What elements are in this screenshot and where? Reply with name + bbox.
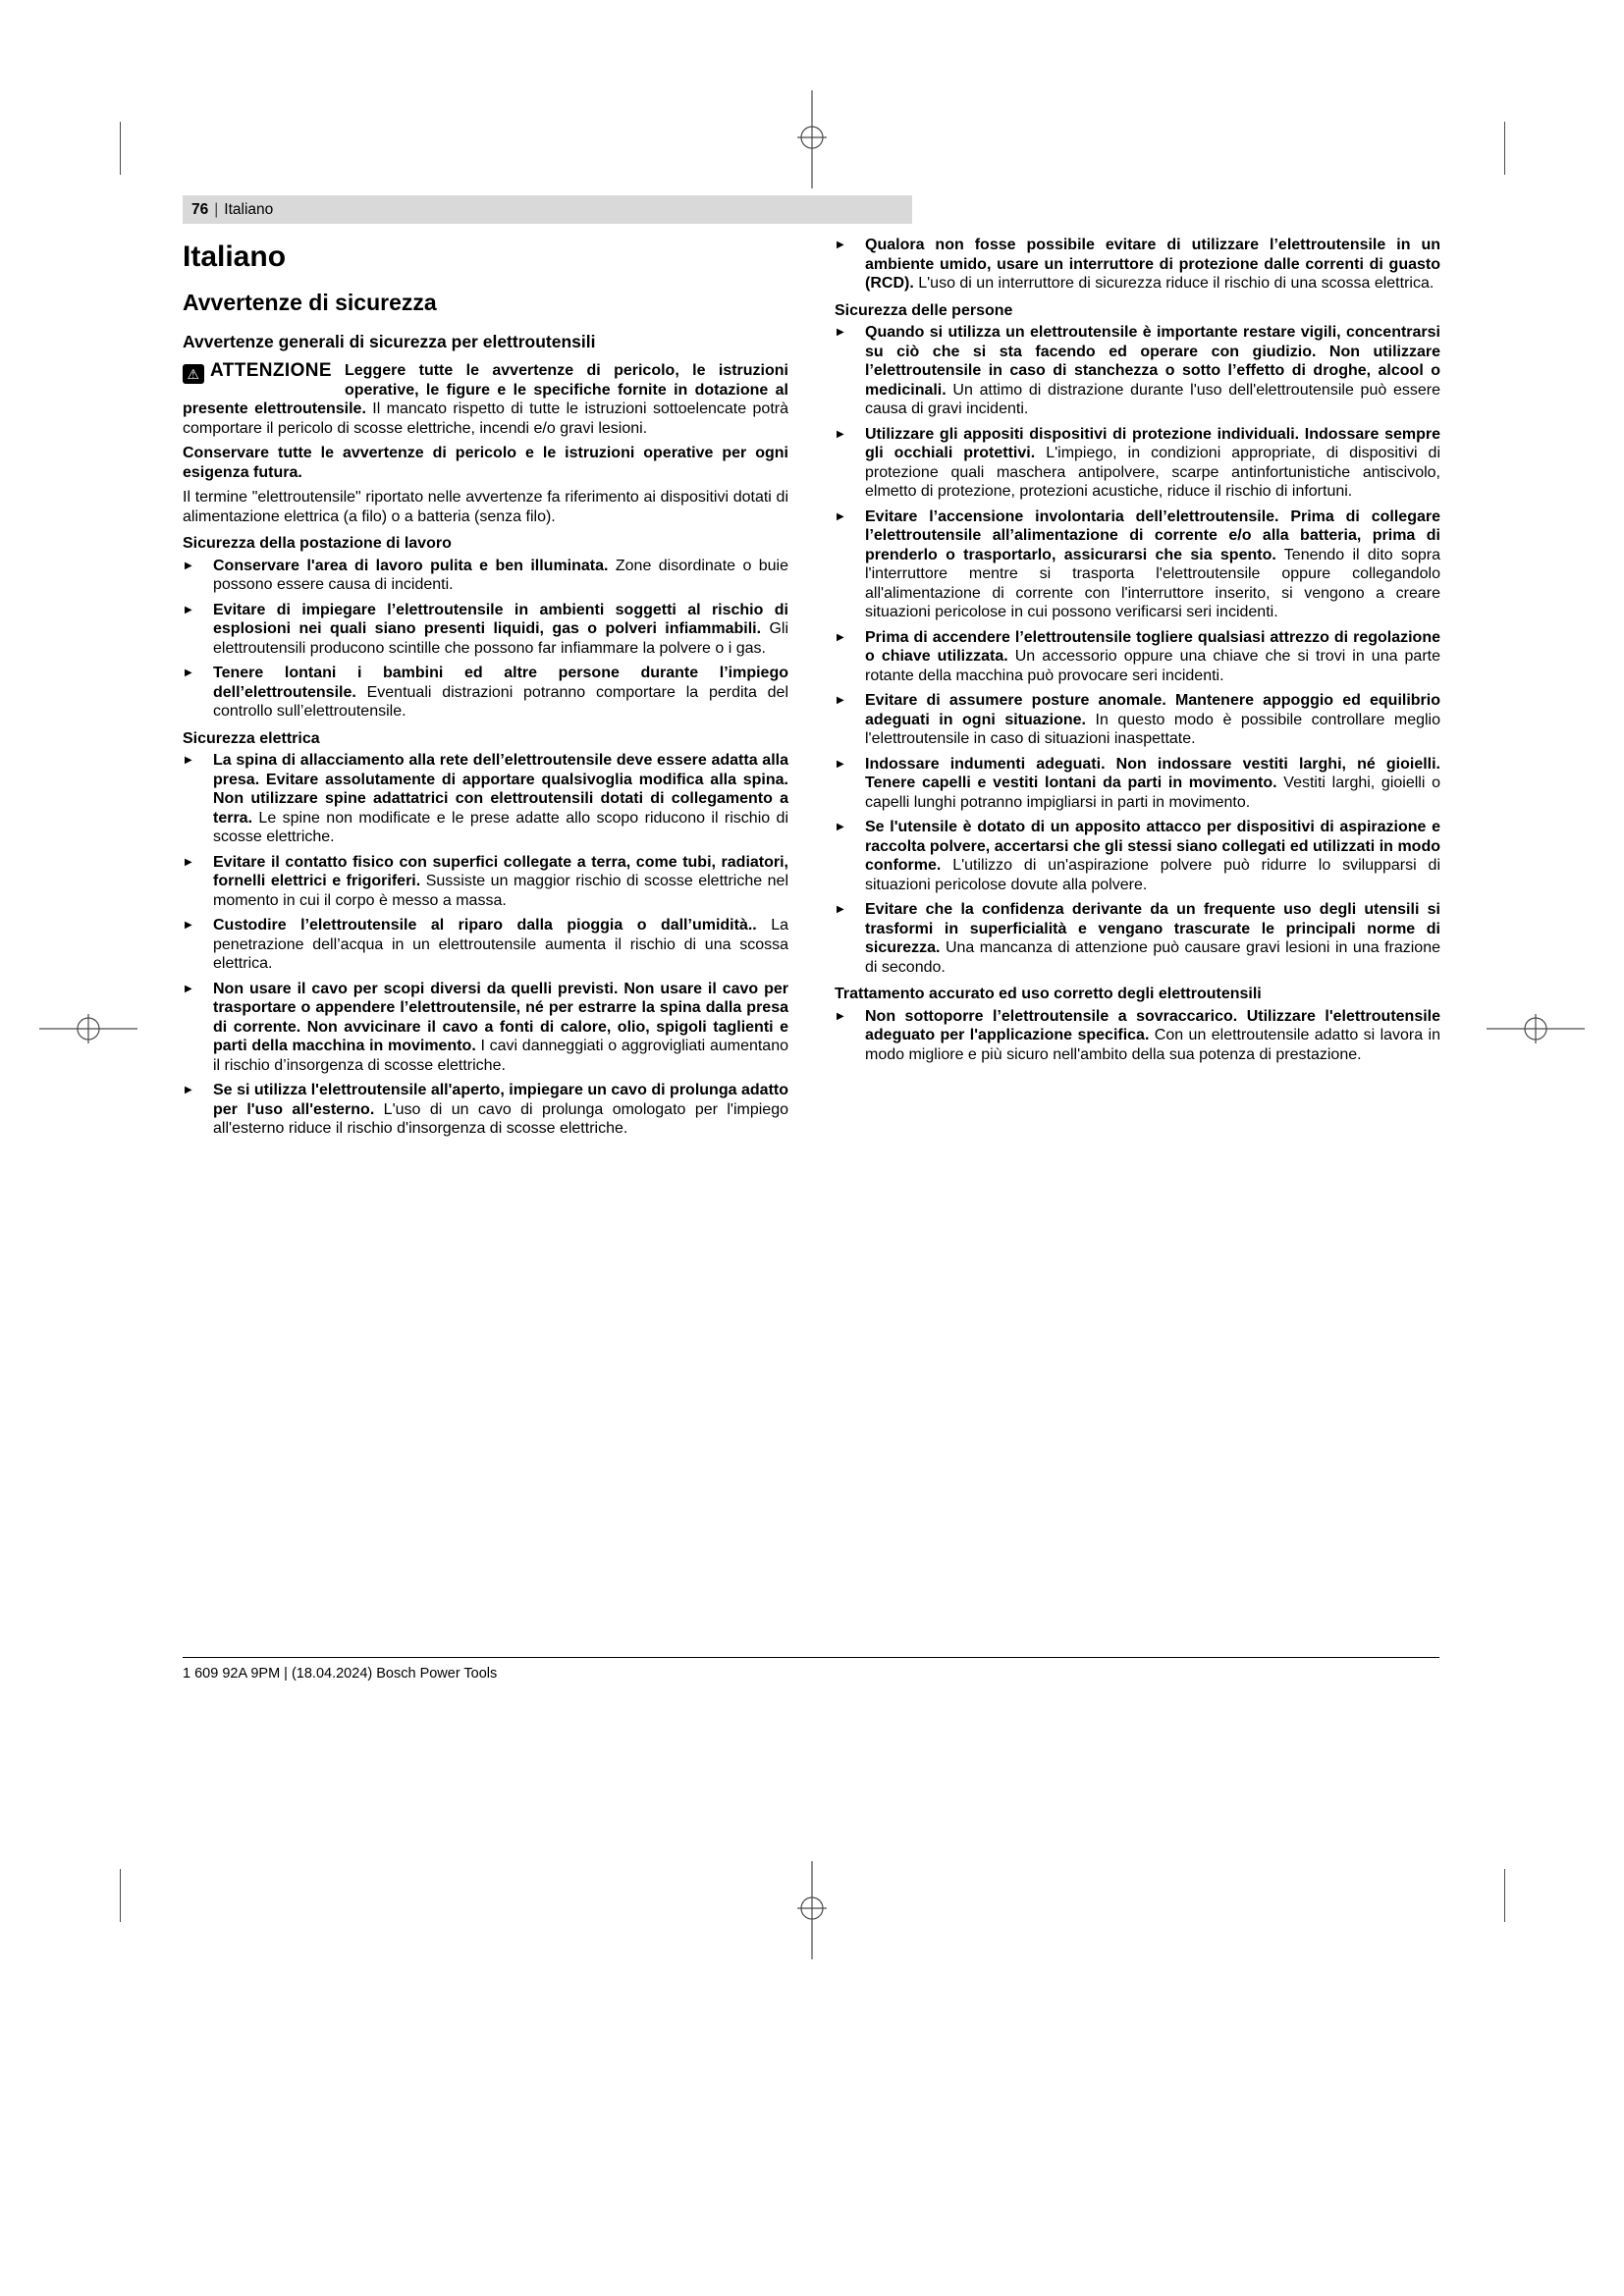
safety-bullet bbox=[183, 980, 788, 1076]
bullet-text bbox=[865, 819, 1440, 893]
registration-mark-right bbox=[1487, 1009, 1585, 1048]
paragraph bbox=[183, 488, 788, 526]
section-heading: Trattamento accurato ed uso corretto degli elettroutensili bbox=[835, 986, 1262, 1002]
safety-bullet bbox=[183, 916, 788, 974]
bullet-text bbox=[213, 917, 788, 972]
bullet-marker: ▶ bbox=[837, 510, 844, 522]
footer-rule bbox=[183, 1657, 1439, 1658]
bold-run: Conservare l'area di lavoro pulita e ben illuminata. bbox=[213, 557, 609, 574]
text-run: Un attimo di distrazione durante l'uso dell'elettroutensile può essere causa di gravi incidenti. bbox=[865, 381, 1440, 417]
bold-run: Custodire l’elettroutensile al riparo dalla pioggia o dall’umidità.. bbox=[213, 917, 757, 934]
section-heading: Avvertenze generali di sicurezza per elettroutensili bbox=[183, 332, 596, 351]
safety-bullet bbox=[835, 323, 1440, 419]
text-run: L'uso di un cavo di prolunga omologato per l'impiego all'esterno riduce il rischio d'insorgenza di scosse elettriche. bbox=[213, 1100, 788, 1137]
text-run: L'impiego, in condizioni appropriate, di dispositivi di protezione quali maschera antipolvere, scarpe antinfortunistiche antiscivolo, elmetto di protezione, protezioni acustiche, riduce il rischio di infortuni. bbox=[865, 445, 1440, 500]
bullet-marker: ▶ bbox=[185, 983, 192, 994]
text-run: I cavi danneggiati o aggrovigliati aumentano il rischio d’insorgenza di scosse elettriche. bbox=[213, 1038, 789, 1074]
bold-run: Prima di accendere l’elettroutensile togliere qualsiasi attrezzo di regolazione o chiave utilizzata. bbox=[865, 628, 1440, 665]
bold-run: Quando si utilizza un elettroutensile è importante restare vigili, concentrarsi su ciò che si sta facendo ed operare con giudizio. Non utilizzare l’elettroutensile in caso di stanchezza o sotto l’effetto di droghe, alcool o medicinali. bbox=[865, 324, 1440, 399]
text-run: L'utilizzo di un'aspirazione polvere può ridurre lo svilupparsi di situazioni pericolose dovute alla polvere. bbox=[865, 857, 1440, 893]
text-run: Vestiti larghi, gioielli o capelli lunghi potranno impigliarsi in parti in movimento. bbox=[865, 774, 1440, 811]
bullet-marker: ▶ bbox=[837, 240, 844, 250]
safety-bullet bbox=[183, 557, 788, 595]
bold-run: Se l'utensile è dotato di un apposito attacco per dispositivi di aspirazione e raccolta polvere, accertarsi che gli stessi siano collegati ed utilizzati in modo conforme. bbox=[865, 819, 1440, 874]
safety-bullet bbox=[183, 601, 788, 659]
bold-run: Non usare il cavo per scopi diversi da quelli previsti. Non usare il cavo per trasportare o appendere l’elettroutensile, né per estrarre la spina dalla presa di corrente. Non avvicinare il cavo a fonti di calore, olio, spigoli taglienti e parti della macchina in movimento. bbox=[213, 980, 788, 1054]
bullet-text bbox=[865, 629, 1440, 684]
bullet-marker: ▶ bbox=[837, 904, 844, 915]
paragraph bbox=[183, 444, 788, 482]
safety-bullet bbox=[183, 853, 788, 911]
bullet-text bbox=[213, 981, 788, 1074]
bold-run: Non sottoporre l’elettroutensile a sovraccarico. Utilizzare l'elettroutensile adeguato per l'applicazione specifica. bbox=[865, 1007, 1440, 1043]
bullet-text bbox=[213, 558, 788, 594]
attention-word: ATTENZIONE bbox=[210, 360, 332, 381]
right-column bbox=[835, 236, 1440, 1070]
bullet-marker: ▶ bbox=[837, 327, 844, 338]
bold-run: Evitare di impiegare l’elettroutensile in ambienti soggetti al rischio di esplosioni nei quali siano presenti liquidi, gas o polveri infiammabili. bbox=[213, 601, 788, 637]
bullet-marker: ▶ bbox=[185, 604, 192, 615]
bold-run: Utilizzare gli appositi dispositivi di protezione individuali. Indossare sempre gli occhiali protettivi. bbox=[865, 425, 1440, 461]
text-run: Le spine non modificate e le prese adatte allo scopo riducono il rischio di scosse elettriche. bbox=[213, 809, 788, 845]
registration-mark-bottom bbox=[792, 1861, 832, 1959]
bullet-text bbox=[865, 756, 1440, 811]
text-run: In questo modo è possibile controllare meglio l'elettroutensile in caso di situazioni inaspettate. bbox=[865, 711, 1440, 747]
bullet-text bbox=[213, 854, 788, 909]
safety-bullet bbox=[835, 755, 1440, 813]
header-language: Italiano bbox=[224, 200, 274, 218]
section-heading: Sicurezza della postazione di lavoro bbox=[183, 535, 452, 552]
safety-bullet bbox=[835, 628, 1440, 686]
safety-bullet bbox=[835, 236, 1440, 294]
crop-mark-bottom-right bbox=[1504, 1869, 1505, 1922]
safety-bullet bbox=[183, 1081, 788, 1139]
bold-run: Leggere tutte le avvertenze di pericolo, le istruzioni operative, le figure e le specifiche fornite in dotazione al presente elettroutensile. bbox=[183, 362, 788, 417]
bullet-marker: ▶ bbox=[837, 631, 844, 643]
text-run: Un accessorio oppure una chiave che si trovi in una parte rotante della macchina può provocare seri incidenti. bbox=[865, 648, 1440, 684]
bold-run: Evitare che la confidenza derivante da un frequente uso degli utensili si trasformi in superficialità e vengano trascurate le principali norme di sicurezza. bbox=[865, 901, 1440, 956]
attention-label bbox=[183, 361, 332, 384]
bullet-text bbox=[213, 602, 788, 657]
bullet-marker: ▶ bbox=[185, 856, 192, 868]
header-separator: | bbox=[214, 200, 219, 218]
safety-bullet bbox=[835, 425, 1440, 502]
safety-bullet bbox=[183, 751, 788, 847]
bullet-marker: ▶ bbox=[185, 755, 192, 766]
text-run: Gli elettroutensili producono scintille che possono far infiammare la polvere o i gas. bbox=[213, 620, 789, 657]
section-heading: Sicurezza delle persone bbox=[835, 301, 1013, 319]
text-run: Con un elettroutensile adatto si lavora in modo migliore e più sicuro nell'ambito della sua potenza di prestazione. bbox=[865, 1027, 1440, 1063]
text-run: Eventuali distrazioni potranno comportare la perdita del controllo sull’elettroutensile. bbox=[213, 683, 788, 720]
text-run: Una mancanza di attenzione può causare gravi lesioni in una frazione di secondo. bbox=[865, 939, 1440, 976]
text-run: Il termine "elettroutensile" riportato nelle avvertenze fa riferimento ai dispositivi dotati di alimentazione elettrica (a filo) o a batteria (senza filo). bbox=[183, 489, 788, 525]
bullet-marker: ▶ bbox=[837, 1010, 844, 1022]
bullet-text bbox=[213, 665, 788, 720]
left-column bbox=[183, 240, 788, 1145]
bold-run: La spina di allacciamento alla rete dell’elettroutensile deve essere adatta alla presa. Evitare assolutamente di apportare qualsivoglia modifica alla spina. Non utilizzare spine adattatrici con elettroutensili dotati di collegamento a terra. bbox=[213, 752, 788, 827]
text-run: Zone disordinate o buie possono essere causa di incidenti. bbox=[213, 557, 789, 593]
bullet-text bbox=[865, 324, 1440, 417]
bullet-marker: ▶ bbox=[185, 667, 192, 678]
safety-bullet bbox=[183, 664, 788, 721]
attention-paragraph bbox=[183, 361, 788, 438]
bold-run: Indossare indumenti adeguati. Non indossare vestiti larghi, né gioielli. Tenere capelli e vestiti lontani da parti in movimento. bbox=[865, 755, 1440, 791]
text-run: L'uso di un interruttore di sicurezza riduce il rischio di una scossa elettrica. bbox=[913, 275, 1435, 292]
safety-bullet bbox=[835, 818, 1440, 894]
bullet-marker: ▶ bbox=[185, 920, 192, 931]
bold-run: Evitare il contatto fisico con superfici collegate a terra, come tubi, radiatori, fornelli elettrici e frigoriferi. bbox=[213, 853, 788, 889]
bold-run: Tenere lontani i bambini ed altre persone durante l’impiego dell’elettroutensile. bbox=[213, 665, 788, 701]
bullet-marker: ▶ bbox=[837, 428, 844, 440]
text-run: La penetrazione dell’acqua in un elettroutensile aumenta il rischio di una scossa elettrica. bbox=[213, 917, 788, 972]
registration-mark-top bbox=[792, 90, 832, 188]
crop-mark-bottom-left bbox=[120, 1869, 121, 1922]
bullet-text bbox=[865, 1008, 1440, 1063]
bullet-marker: ▶ bbox=[837, 758, 844, 770]
warning-triangle-icon: ⚠ bbox=[183, 364, 204, 384]
safety-bullet bbox=[835, 507, 1440, 622]
bold-run: Qualora non fosse possibile evitare di utilizzare l’elettroutensile in un ambiente umido, usare un interruttore di protezione dalle correnti di guasto (RCD). bbox=[865, 237, 1440, 292]
section-heading: Avvertenze di sicurezza bbox=[183, 290, 437, 315]
bold-run: Se si utilizza l'elettroutensile all'aperto, impiegare un cavo di prolunga adatto per l'uso all'esterno. bbox=[213, 1082, 788, 1118]
bullet-text bbox=[865, 426, 1440, 501]
safety-bullet bbox=[835, 1007, 1440, 1065]
crop-mark-top-left bbox=[120, 122, 121, 175]
bullet-text bbox=[865, 901, 1440, 976]
bullet-text bbox=[865, 508, 1440, 621]
safety-bullet bbox=[835, 900, 1440, 977]
safety-bullet bbox=[835, 691, 1440, 749]
bullet-text bbox=[213, 752, 788, 845]
registration-mark-left bbox=[39, 1009, 137, 1048]
bullet-text bbox=[865, 237, 1440, 292]
crop-mark-top-right bbox=[1504, 122, 1505, 175]
text-run: Sussiste un maggior rischio di scosse elettriche nel momento in cui il corpo è messo a massa. bbox=[213, 873, 789, 909]
bullet-text bbox=[213, 1082, 788, 1137]
bullet-marker: ▶ bbox=[837, 695, 844, 706]
bullet-marker: ▶ bbox=[185, 560, 192, 571]
page-header-bar bbox=[183, 195, 912, 224]
section-heading: Sicurezza elettrica bbox=[183, 729, 320, 747]
text-run: Il mancato rispetto di tutte le istruzioni sottoelencate potrà comportare il pericolo di scosse elettriche, incendi e/o gravi lesioni. bbox=[183, 400, 788, 437]
bullet-text bbox=[865, 692, 1440, 747]
bullet-marker: ▶ bbox=[837, 822, 844, 832]
page-title: Italiano bbox=[183, 240, 287, 273]
bold-run: Evitare l’accensione involontaria dell’elettroutensile. Prima di collegare l’elettroutensile all’alimentazione di corrente e/o alla batteria, prima di prenderlo o trasportarlo, assicurarsi che sia spento. bbox=[865, 507, 1440, 563]
bullet-marker: ▶ bbox=[185, 1085, 192, 1095]
bold-run: Evitare di assumere posture anomale. Mantenere appoggio ed equilibrio adeguati in ogni situazione. bbox=[865, 692, 1440, 728]
text-run: Tenendo il dito sopra l'interruttore mentre si trasporta l'elettroutensile oppure collegandolo all'alimentazione di corrente con l'interruttore inserito, si vengono a creare situazioni pericolose in cui possono verificarsi seri incidenti. bbox=[865, 546, 1441, 620]
footer-imprint: 1 609 92A 9PM | (18.04.2024) Bosch Power Tools bbox=[183, 1666, 498, 1682]
page-number: 76 bbox=[191, 200, 209, 218]
bold-run: Conservare tutte le avvertenze di pericolo e le istruzioni operative per ogni esigenza futura. bbox=[183, 445, 788, 481]
